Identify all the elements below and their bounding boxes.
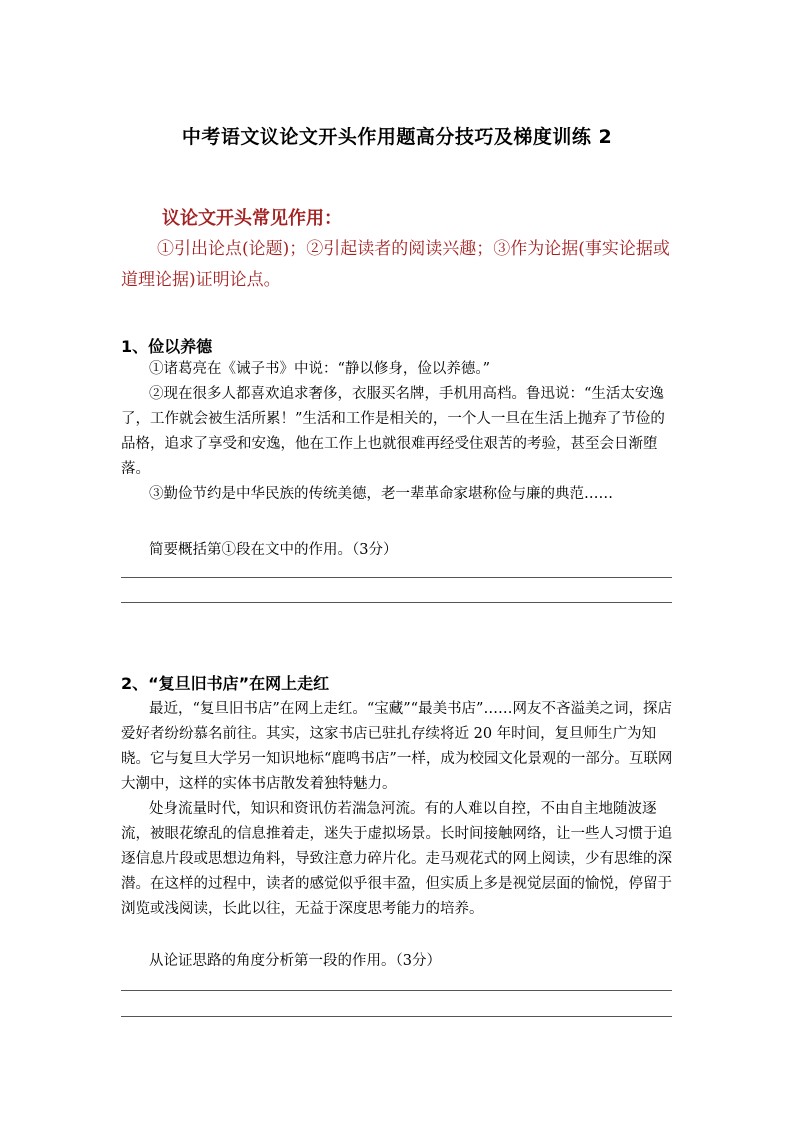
- section-1-answer-line-2[interactable]: [121, 602, 672, 603]
- section-2-answer-line-2[interactable]: [121, 1016, 672, 1017]
- section-1-title: 1、俭以养德: [121, 337, 213, 356]
- section-1-paragraph-3: ③勤俭节约是中华民族的传统美德，老一辈革命家堪称俭与廉的典范……: [149, 486, 613, 502]
- section-2-body: [121, 697, 676, 922]
- section-2-answer-line-1[interactable]: [121, 990, 672, 991]
- section-1-paragraph-1: ①诸葛亮在《诫子书》中说：“静以修身，俭以养德。”: [149, 361, 491, 377]
- section-1-paragraph-2: ②现在很多人都喜欢追求奢侈，衣服买名牌，手机用高档。鲁迅说：“生活太安逸了，工作就会被生活所累！”生活和工作是相关的，一个人一旦在生活上抛弃了节俭的品格，追求了享受和安逸，他在工作上也就很难再经受住艰苦的考验，甚至会日渐堕落。: [121, 386, 665, 477]
- section-2-paragraph-1: 最近，“复旦旧书店”在网上走红。“宝藏”“最美书店”……网友不吝溢美之词，探店爱好者纷纷慕名前往。其实，这家书店已驻扎存续将近 20 年时间，复旦师生广为知晓。它与复旦大学另一知识地标“鹿鸣书店”一样，成为校园文化景观的一部分。互联网大潮中，这样的实体书店散发着独特魅力。: [121, 701, 673, 792]
- section-1-question: 简要概括第①段在文中的作用。（3分）: [149, 542, 398, 558]
- section-1-answer-line-1[interactable]: [121, 577, 672, 578]
- section-1-body: [121, 357, 676, 507]
- section-2-paragraph-2: 处身流量时代，知识和资讯仿若湍急河流。有的人难以自控，不由自主地随波逐流，被眼花缭乱的信息推着走，迷失于虚拟场景。长时间接触网络，让一些人习惯于追逐信息片段或思想边角料，导致注意力碎片化。走马观花式的网上阅读，少有思维的深潜。在这样的过程中，读者的感觉似乎很丰盈，但实质上多是视觉层面的愉悦，停留于浏览或浅阅读，长此以往，无益于深度思考能力的培养。: [121, 801, 672, 917]
- intro-heading: 议论文开头常见作用：: [162, 208, 342, 229]
- intro-text: [121, 234, 676, 296]
- page-title: 中考语文议论文开头作用题高分技巧及梯度训练 2: [181, 126, 613, 148]
- section-2-title: 2、“复旦旧书店”在网上走红: [121, 674, 330, 693]
- intro-text-content: ①引出论点(论题)；②引起读者的阅读兴趣；③作为论据(事实论据或道理论据)证明论点。: [121, 239, 670, 290]
- section-2-question: 从论证思路的角度分析第一段的作用。（3分）: [149, 953, 441, 969]
